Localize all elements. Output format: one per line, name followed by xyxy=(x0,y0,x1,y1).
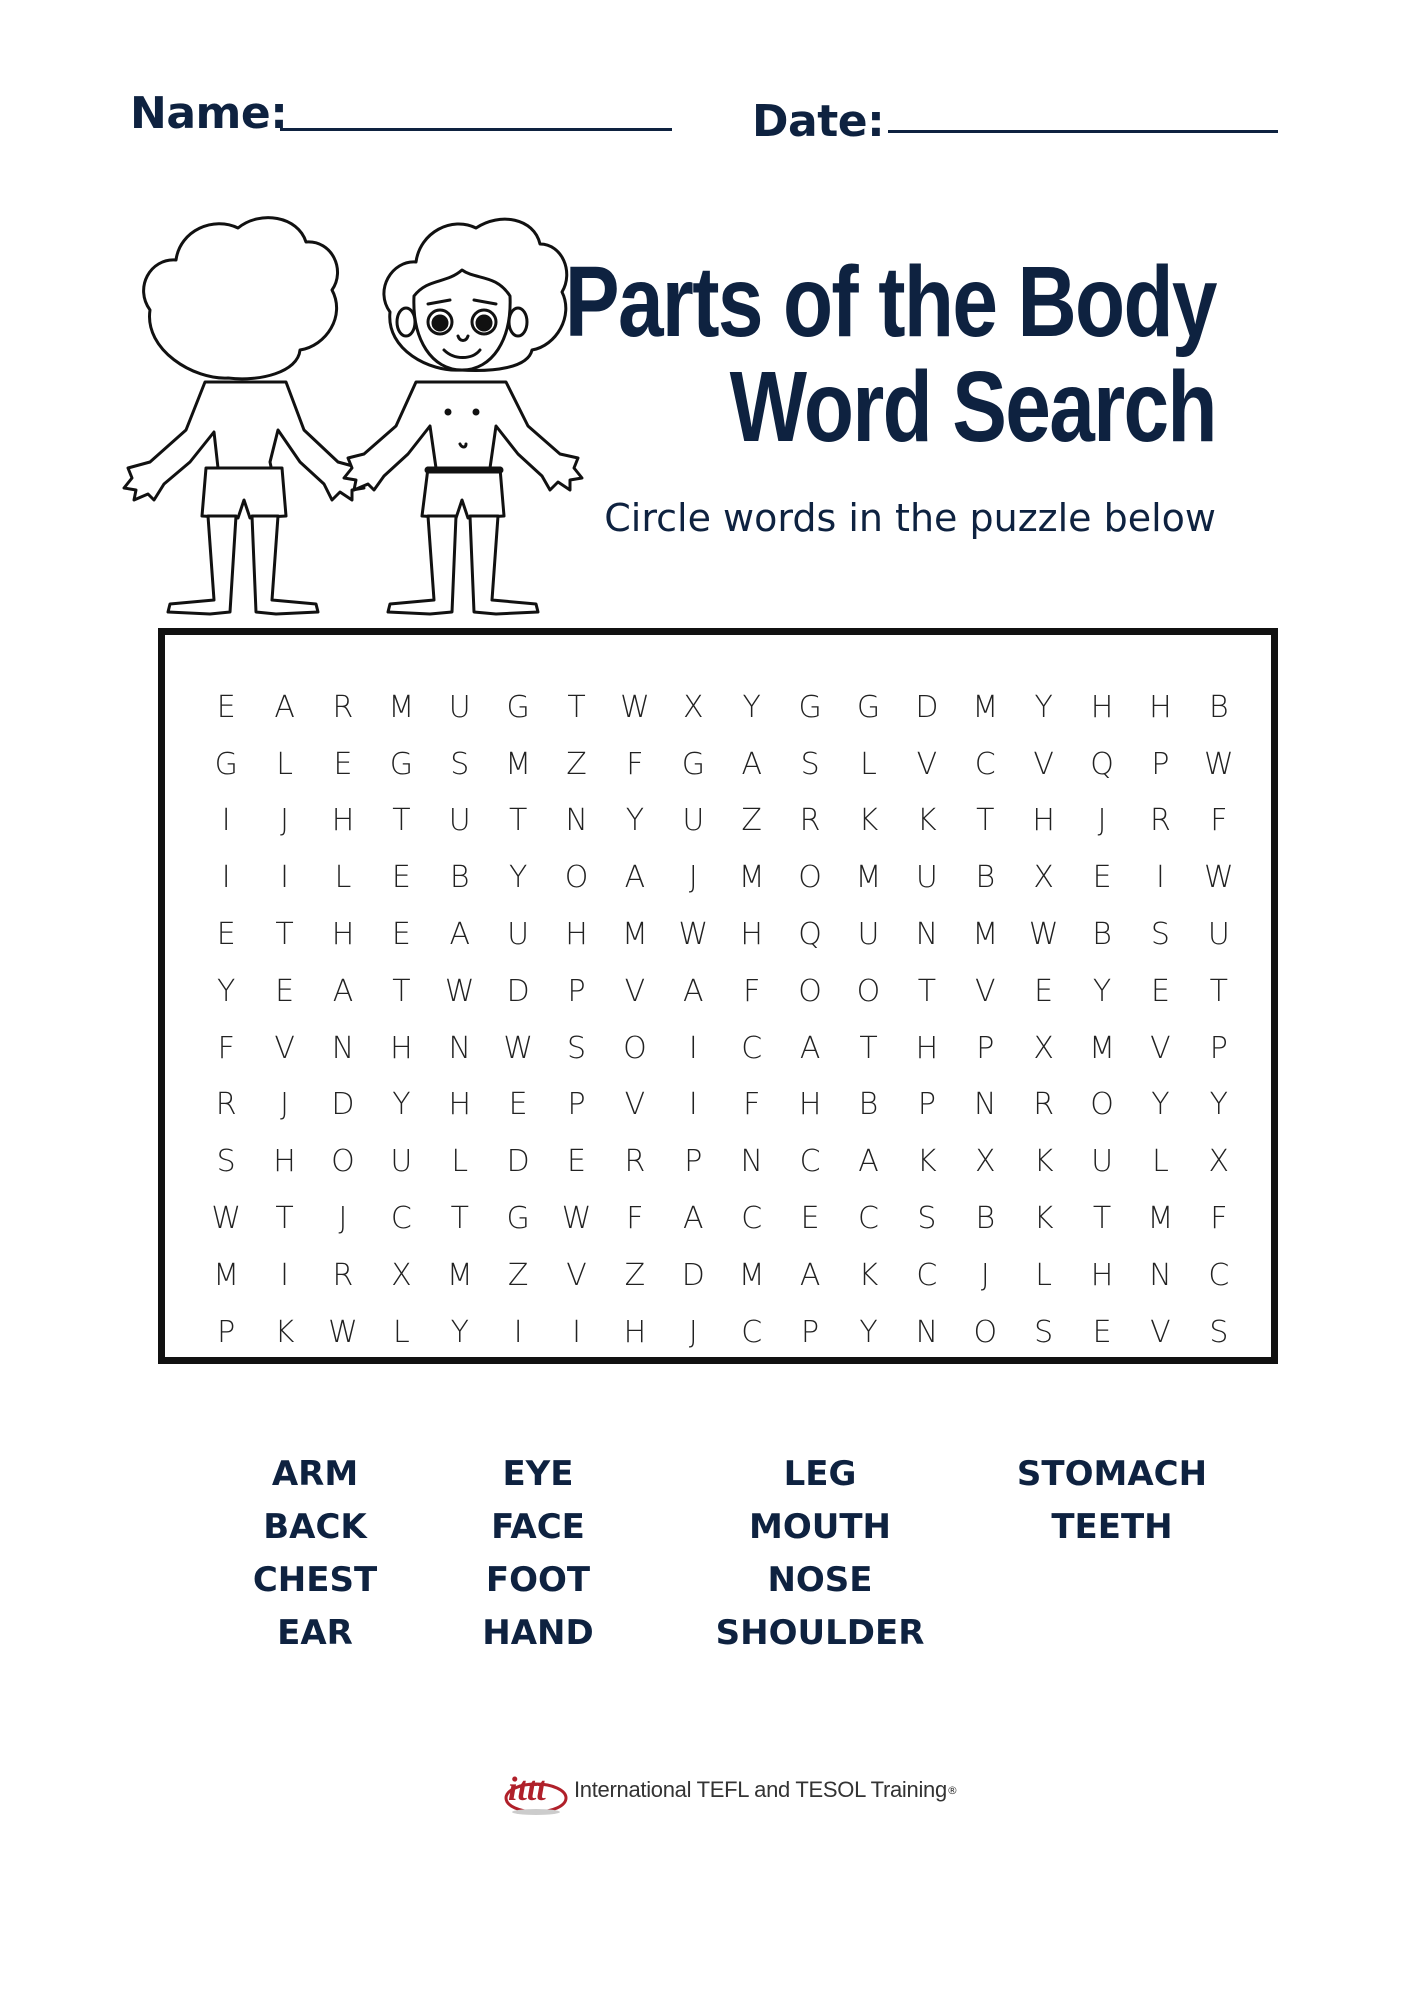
word-item: NOSE xyxy=(767,1560,873,1600)
grid-letter[interactable]: U xyxy=(507,917,530,953)
grid-letter[interactable]: R xyxy=(332,689,354,725)
grid-letter[interactable]: C xyxy=(741,1030,763,1066)
grid-letter[interactable]: N xyxy=(331,1030,355,1066)
grid-letter[interactable]: N xyxy=(1149,1257,1172,1293)
grid-letter[interactable]: B xyxy=(1209,689,1229,725)
grid-letter[interactable]: O xyxy=(623,1030,647,1066)
grid-letter[interactable]: W xyxy=(503,1030,533,1066)
grid-letter[interactable]: W xyxy=(211,1201,242,1237)
grid-letter[interactable]: W xyxy=(1204,746,1234,782)
grid-letter[interactable]: R xyxy=(799,803,821,839)
grid-letter[interactable]: H xyxy=(740,917,763,953)
grid-letter[interactable]: A xyxy=(858,1144,879,1180)
grid-letter[interactable]: S xyxy=(450,746,470,782)
grid-letter[interactable]: P xyxy=(917,1087,936,1123)
word-item: CHEST xyxy=(252,1560,378,1600)
grid-letter[interactable]: M xyxy=(505,746,532,782)
title-line-1: Parts of the Body xyxy=(565,246,1216,358)
grid-letter[interactable]: P xyxy=(1151,746,1170,782)
grid-letter[interactable]: Y xyxy=(1034,689,1053,725)
word-column xyxy=(185,1448,445,1660)
grid-letter[interactable]: C xyxy=(974,746,996,782)
grid-letter[interactable]: C xyxy=(799,1144,821,1180)
grid-letter[interactable]: Y xyxy=(217,973,236,1009)
grid-letter[interactable]: W xyxy=(444,973,475,1009)
grid-letter[interactable]: S xyxy=(1034,1314,1054,1350)
word-item: HAND xyxy=(482,1613,594,1653)
grid-letter[interactable]: L xyxy=(276,746,293,782)
grid-letter[interactable]: E xyxy=(1034,973,1054,1009)
grid-letter[interactable]: L xyxy=(451,1144,469,1180)
grid-letter[interactable]: T xyxy=(450,1201,469,1237)
grid-letter[interactable]: U xyxy=(915,860,938,896)
grid-letter[interactable]: B xyxy=(975,1201,996,1237)
grid-letter[interactable]: D xyxy=(506,973,530,1009)
grid-letter[interactable]: E xyxy=(275,973,295,1009)
grid-letter[interactable]: L xyxy=(1152,1144,1169,1180)
grid-letter[interactable]: N xyxy=(740,1144,763,1180)
grid-letter[interactable]: F xyxy=(626,1201,644,1237)
grid-letter[interactable]: U xyxy=(682,803,705,839)
grid-letter[interactable]: E xyxy=(800,1201,820,1237)
grid-letter[interactable]: K xyxy=(917,803,937,839)
grid-letter[interactable]: T xyxy=(275,917,294,953)
grid-letter[interactable]: J xyxy=(1097,803,1107,839)
grid-letter[interactable]: M xyxy=(972,917,999,953)
word-item: FACE xyxy=(491,1507,585,1547)
grid-letter[interactable]: Y xyxy=(392,1087,411,1123)
grid-letter[interactable]: M xyxy=(213,1257,240,1293)
grid-letter[interactable]: T xyxy=(392,973,411,1009)
grid-letter[interactable]: V xyxy=(624,1087,646,1123)
worksheet-subtitle: Circle words in the puzzle below xyxy=(604,496,1216,540)
grid-letter[interactable]: G xyxy=(798,689,822,725)
grid-letter[interactable]: K xyxy=(1033,1201,1054,1237)
child-back-figure xyxy=(124,218,364,614)
grid-letter[interactable]: C xyxy=(390,1201,412,1237)
grid-letter[interactable]: J xyxy=(280,803,290,839)
grid-letter[interactable]: M xyxy=(972,689,999,725)
grid-letter[interactable]: M xyxy=(1089,1030,1115,1066)
grid-letter[interactable]: B xyxy=(858,1087,879,1123)
name-field[interactable] xyxy=(280,128,672,131)
grid-letter[interactable]: S xyxy=(216,1144,236,1180)
word-column xyxy=(982,1448,1242,1554)
grid-letter[interactable]: B xyxy=(449,860,470,896)
grid-letter[interactable]: N xyxy=(448,1030,471,1066)
grid-letter[interactable]: V xyxy=(975,973,996,1009)
grid-letter[interactable]: C xyxy=(1208,1257,1230,1293)
grid-letter[interactable]: M xyxy=(446,1257,473,1293)
grid-letter[interactable]: Q xyxy=(798,917,822,953)
grid-letter[interactable]: Y xyxy=(1209,1087,1228,1123)
grid-letter[interactable]: K xyxy=(1033,1144,1054,1180)
grid-letter[interactable]: D xyxy=(915,689,939,725)
child-front-figure xyxy=(344,219,582,614)
title-line-2: Word Search xyxy=(729,351,1216,463)
grid-letter[interactable]: H xyxy=(448,1087,472,1123)
grid-letter[interactable]: Y xyxy=(625,803,645,839)
grid-letter[interactable]: H xyxy=(623,1314,647,1350)
grid-letter[interactable]: K xyxy=(858,1257,879,1293)
grid-letter[interactable]: A xyxy=(799,1030,821,1066)
word-item: TEETH xyxy=(1051,1507,1173,1547)
grid-letter[interactable]: P xyxy=(1209,1030,1228,1066)
ittt-logo-icon xyxy=(500,1762,570,1818)
grid-letter[interactable]: T xyxy=(917,973,937,1009)
grid-letter[interactable]: A xyxy=(624,860,646,896)
grid-letter[interactable]: S xyxy=(1150,917,1170,953)
grid-letter[interactable]: E xyxy=(216,917,236,953)
grid-letter[interactable]: W xyxy=(620,689,650,725)
grid-letter[interactable]: H xyxy=(273,1144,296,1180)
grid-letter[interactable]: X xyxy=(1208,1144,1230,1180)
grid-letter[interactable]: X xyxy=(683,689,704,725)
grid-letter[interactable]: F xyxy=(1210,1201,1228,1237)
grid-letter[interactable]: I xyxy=(688,1030,698,1066)
grid-letter[interactable]: A xyxy=(449,917,471,953)
grid-letter[interactable]: R xyxy=(332,1257,354,1293)
worksheet-title xyxy=(565,246,1216,463)
grid-letter[interactable]: W xyxy=(328,1314,358,1350)
grid-letter[interactable]: U xyxy=(1091,1144,1114,1180)
grid-letter[interactable]: P xyxy=(684,1144,703,1180)
grid-letter[interactable]: E xyxy=(1092,1314,1112,1350)
grid-letter[interactable]: G xyxy=(506,689,530,725)
grid-letter[interactable]: T xyxy=(859,1030,878,1066)
grid-letter[interactable]: I xyxy=(572,1314,581,1350)
grid-letter[interactable]: I xyxy=(1156,860,1165,896)
grid-letter[interactable]: E xyxy=(508,1087,528,1123)
grid-letter[interactable]: G xyxy=(506,1201,530,1237)
word-item: LEG xyxy=(783,1454,857,1494)
grid-letter[interactable]: H xyxy=(331,917,355,953)
grid-letter[interactable]: P xyxy=(567,973,586,1009)
grid-letter[interactable]: I xyxy=(221,860,231,896)
grid-letter[interactable]: E xyxy=(567,1144,587,1180)
grid-letter[interactable]: U xyxy=(390,1144,413,1180)
grid-letter[interactable]: S xyxy=(800,746,820,782)
grid-letter[interactable]: U xyxy=(857,917,880,953)
grid-letter[interactable]: E xyxy=(391,917,411,953)
grid-letter[interactable]: O xyxy=(856,973,881,1009)
grid-letter[interactable]: S xyxy=(917,1201,937,1237)
grid-letter[interactable]: T xyxy=(976,803,995,839)
grid-letter[interactable]: X xyxy=(1033,860,1054,896)
word-list xyxy=(0,1448,1414,1678)
grid-letter[interactable]: J xyxy=(688,860,698,896)
grid-letter[interactable]: X xyxy=(974,1144,996,1180)
grid-letter[interactable]: M xyxy=(738,1257,765,1293)
org-name: International TEFL and TESOL Training xyxy=(574,1777,947,1802)
word-item: FOOT xyxy=(485,1560,591,1600)
grid-letter[interactable]: A xyxy=(274,689,295,725)
grid-letter[interactable]: A xyxy=(741,746,762,782)
grid-letter[interactable]: E xyxy=(391,860,411,896)
grid-letter[interactable]: R xyxy=(624,1144,646,1180)
grid-letter[interactable]: Q xyxy=(1090,746,1114,782)
word-item: ARM xyxy=(271,1454,359,1494)
grid-letter[interactable]: U xyxy=(1207,917,1230,953)
grid-letter[interactable]: G xyxy=(681,746,705,782)
grid-letter[interactable]: Y xyxy=(1151,1087,1170,1123)
grid-letter[interactable]: F xyxy=(1210,803,1228,839)
footer-logo xyxy=(500,1760,958,1820)
grid-letter[interactable]: W xyxy=(561,1201,592,1237)
grid-letter[interactable]: S xyxy=(1209,1314,1229,1350)
grid-letter[interactable]: N xyxy=(974,1087,997,1123)
grid-letter[interactable]: W xyxy=(1204,860,1234,896)
grid-letter[interactable]: O xyxy=(798,973,822,1009)
grid-letter[interactable]: H xyxy=(1032,803,1055,839)
grid-letter[interactable]: J xyxy=(338,1201,348,1237)
grid-letter[interactable]: T xyxy=(275,1201,294,1237)
grid-letter[interactable]: K xyxy=(917,1144,937,1180)
grid-letter[interactable]: P xyxy=(567,1087,586,1123)
grid-letter[interactable]: R xyxy=(215,1087,237,1123)
grid-letter[interactable]: T xyxy=(1092,1201,1112,1237)
grid-letter[interactable]: H xyxy=(1090,689,1114,725)
letter-grid xyxy=(197,679,1248,1361)
grid-letter[interactable]: Y xyxy=(508,860,528,896)
grid-letter[interactable]: M xyxy=(738,860,765,896)
grid-letter[interactable]: E xyxy=(333,746,353,782)
date-label: Date: xyxy=(752,96,885,147)
grid-letter[interactable]: P xyxy=(217,1314,236,1350)
logo-mark-text: ittt xyxy=(508,1771,546,1808)
grid-letter[interactable]: D xyxy=(506,1144,530,1180)
grid-letter[interactable]: T xyxy=(567,689,586,725)
grid-letter[interactable]: V xyxy=(916,746,938,782)
grid-letter[interactable]: O xyxy=(564,860,589,896)
puzzle-frame xyxy=(158,628,1278,1364)
grid-letter[interactable]: U xyxy=(448,803,471,839)
grid-letter[interactable]: F xyxy=(626,746,644,782)
grid-letter[interactable]: L xyxy=(334,860,352,896)
grid-letter[interactable]: H xyxy=(1090,1257,1114,1293)
grid-letter[interactable]: K xyxy=(274,1314,295,1350)
grid-letter[interactable]: G xyxy=(389,746,413,782)
grid-letter[interactable]: V xyxy=(566,1257,587,1293)
grid-letter[interactable]: C xyxy=(916,1257,938,1293)
grid-letter[interactable]: M xyxy=(855,860,882,896)
grid-letter[interactable]: Y xyxy=(450,1314,469,1350)
grid-letter[interactable]: D xyxy=(681,1257,705,1293)
grid-letter[interactable]: G xyxy=(214,746,238,782)
grid-letter[interactable]: J xyxy=(980,1257,990,1293)
grid-letter[interactable]: Z xyxy=(566,746,587,782)
grid-letter[interactable]: L xyxy=(1035,1257,1053,1293)
word-column xyxy=(690,1448,950,1660)
grid-letter[interactable]: H xyxy=(1149,689,1172,725)
grid-letter[interactable]: K xyxy=(858,803,879,839)
grid-letter[interactable]: V xyxy=(1033,746,1054,782)
grid-letter[interactable]: Y xyxy=(1092,973,1112,1009)
word-item: BACK xyxy=(263,1507,367,1547)
grid-letter[interactable]: W xyxy=(678,917,709,953)
grid-letter[interactable]: H xyxy=(331,803,355,839)
grid-letter[interactable]: V xyxy=(1150,1314,1171,1350)
word-column xyxy=(408,1448,668,1660)
grid-letter[interactable]: P xyxy=(976,1030,995,1066)
children-illustration xyxy=(110,200,600,620)
grid-letter[interactable]: G xyxy=(856,689,881,725)
grid-letter[interactable]: X xyxy=(1033,1030,1054,1066)
grid-letter[interactable]: E xyxy=(1150,973,1170,1009)
grid-letter[interactable]: E xyxy=(216,689,236,725)
grid-letter[interactable]: H xyxy=(915,1030,939,1066)
grid-letter[interactable]: P xyxy=(801,1314,820,1350)
grid-letter[interactable]: H xyxy=(798,1087,822,1123)
grid-letter[interactable]: R xyxy=(1033,1087,1055,1123)
grid-letter[interactable]: Z xyxy=(624,1257,646,1293)
word-item: EYE xyxy=(502,1454,574,1494)
grid-letter[interactable]: V xyxy=(274,1030,295,1066)
grid-letter[interactable]: S xyxy=(567,1030,587,1066)
grid-letter[interactable]: Y xyxy=(742,689,761,725)
name-label: Name: xyxy=(130,88,288,139)
grid-letter[interactable]: V xyxy=(624,973,646,1009)
grid-letter[interactable]: R xyxy=(1150,803,1171,839)
grid-letter[interactable]: H xyxy=(390,1030,413,1066)
grid-letter[interactable]: F xyxy=(743,973,761,1009)
grid-letter[interactable]: B xyxy=(975,860,996,896)
grid-letter[interactable]: N xyxy=(565,803,588,839)
grid-letter[interactable]: M xyxy=(388,689,415,725)
grid-letter[interactable]: N xyxy=(915,1314,939,1350)
word-item: STOMACH xyxy=(1016,1454,1208,1494)
grid-letter[interactable]: T xyxy=(508,803,528,839)
grid-letter[interactable]: Y xyxy=(859,1314,878,1350)
grid-letter[interactable]: X xyxy=(391,1257,412,1293)
grid-letter[interactable]: N xyxy=(915,917,939,953)
grid-letter[interactable]: I xyxy=(280,1257,290,1293)
registered-mark: ® xyxy=(946,1783,958,1797)
word-item: MOUTH xyxy=(749,1507,891,1547)
grid-letter[interactable]: A xyxy=(683,973,704,1009)
grid-letter[interactable]: O xyxy=(798,860,822,896)
grid-letter[interactable]: A xyxy=(683,1201,704,1237)
grid-letter[interactable]: M xyxy=(621,917,648,953)
grid-letter[interactable]: T xyxy=(392,803,411,839)
grid-letter[interactable]: F xyxy=(743,1087,761,1123)
grid-letter[interactable]: J xyxy=(280,1087,290,1123)
grid-letter[interactable]: I xyxy=(280,860,290,896)
grid-letter[interactable]: L xyxy=(860,746,877,782)
grid-letter[interactable]: A xyxy=(799,1257,821,1293)
grid-letter[interactable]: M xyxy=(1147,1201,1174,1237)
grid-letter[interactable]: A xyxy=(332,973,354,1009)
grid-letter[interactable]: I xyxy=(513,1314,523,1350)
grid-letter[interactable]: C xyxy=(741,1201,763,1237)
grid-letter[interactable]: Z xyxy=(507,1257,529,1293)
grid-letter[interactable]: W xyxy=(1028,917,1059,953)
grid-letter[interactable]: C xyxy=(741,1314,763,1350)
date-field[interactable] xyxy=(888,130,1278,133)
grid-letter[interactable]: H xyxy=(565,917,588,953)
word-item: SHOULDER xyxy=(715,1613,925,1653)
grid-letter[interactable]: O xyxy=(331,1144,355,1180)
grid-letter[interactable]: I xyxy=(688,1087,698,1123)
grid-letter[interactable]: Z xyxy=(741,803,762,839)
grid-letter[interactable]: C xyxy=(858,1201,879,1237)
grid-letter[interactable]: E xyxy=(1092,860,1112,896)
grid-letter[interactable]: D xyxy=(331,1087,355,1123)
grid-letter[interactable]: O xyxy=(973,1314,998,1350)
grid-letter[interactable]: O xyxy=(1090,1087,1114,1123)
grid-letter[interactable]: I xyxy=(221,803,231,839)
grid-letter[interactable]: T xyxy=(1209,973,1228,1009)
grid-letter[interactable]: J xyxy=(688,1314,698,1350)
grid-letter[interactable]: F xyxy=(217,1030,235,1066)
grid-letter[interactable]: L xyxy=(393,1314,410,1350)
grid-letter[interactable]: U xyxy=(448,689,471,725)
word-item: EAR xyxy=(277,1613,353,1653)
grid-letter[interactable]: V xyxy=(1150,1030,1171,1066)
grid-letter[interactable]: B xyxy=(1092,917,1112,953)
